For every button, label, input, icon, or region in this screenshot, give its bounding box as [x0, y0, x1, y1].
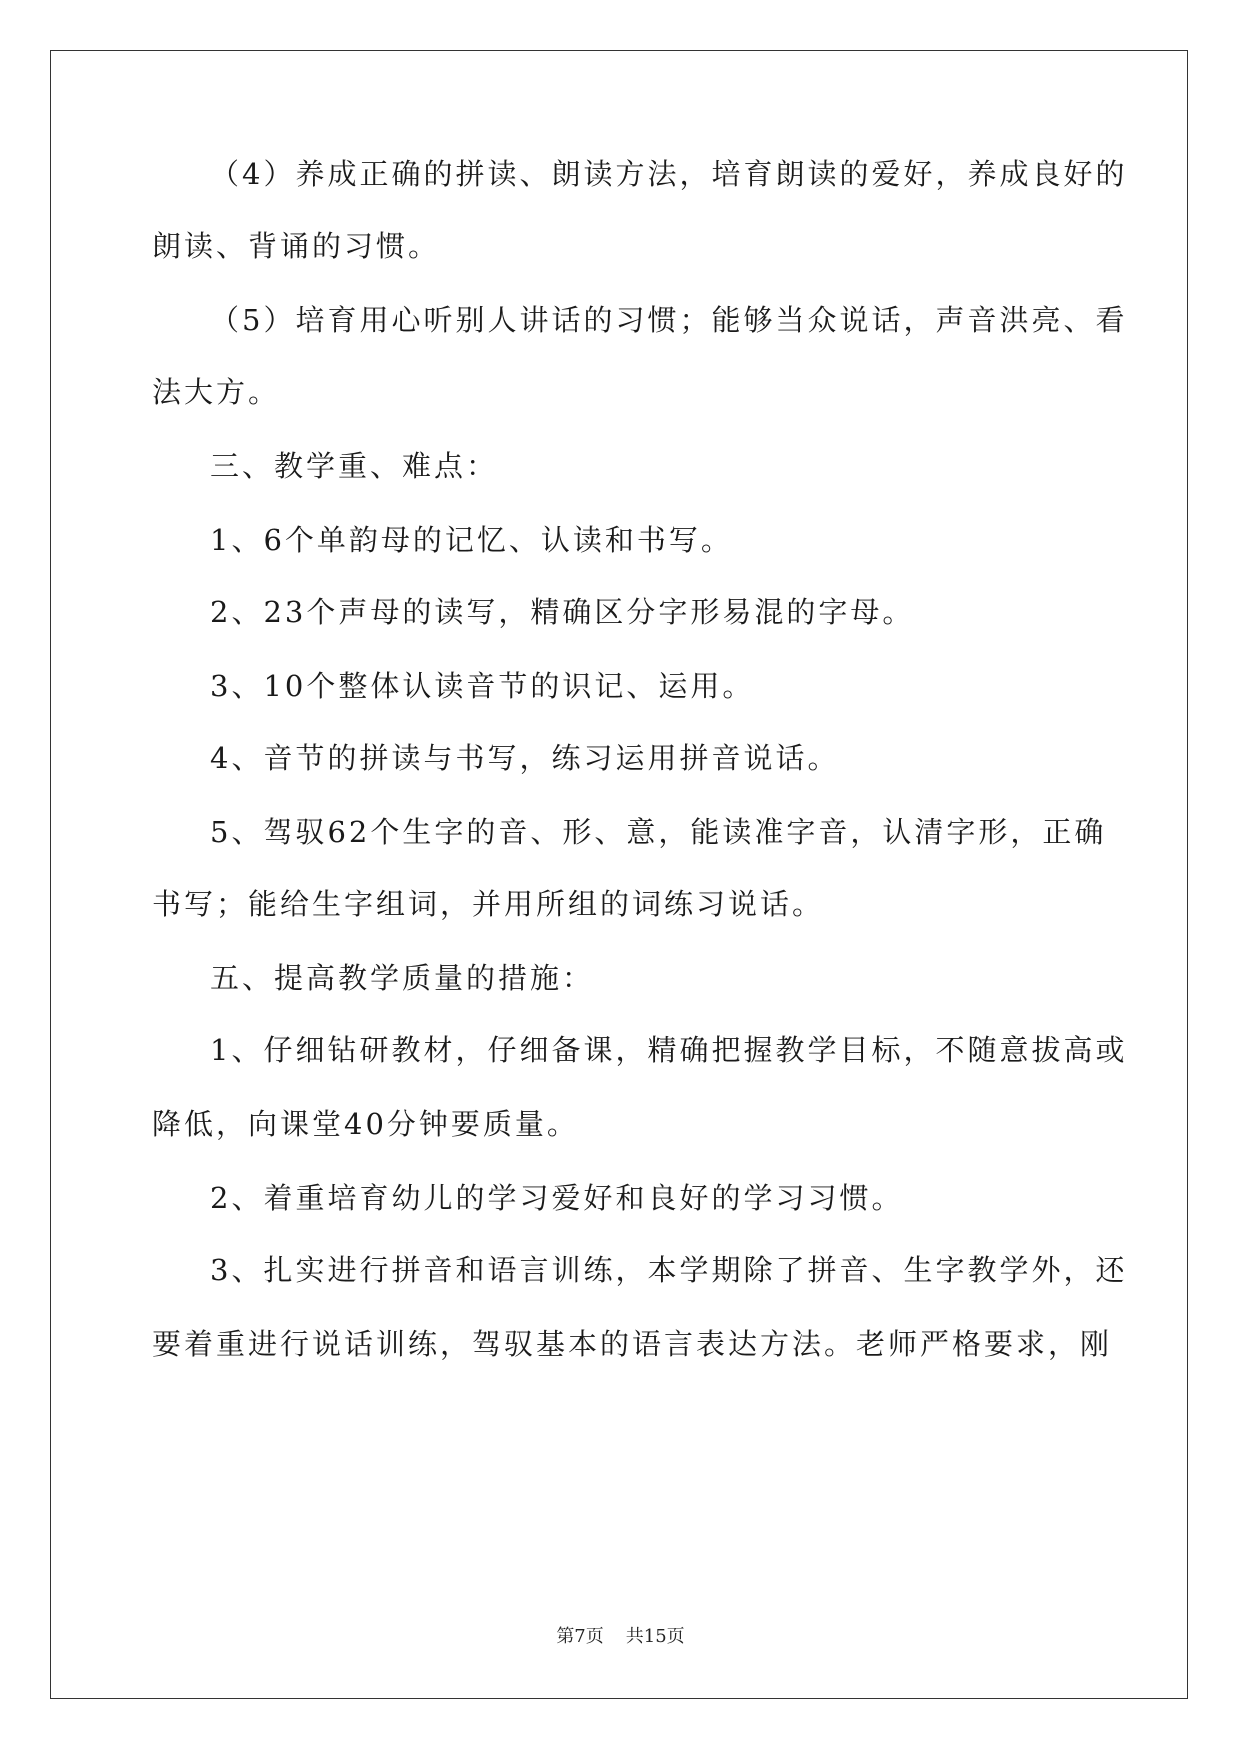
list-item: 2、23个声母的读写，精确区分字形易混的字母。	[210, 595, 915, 629]
page-footer	[0, 1622, 1241, 1648]
paragraph-line: 朗读、背诵的习惯。	[152, 229, 441, 263]
list-item: 5、驾驭62个生字的音、形、意，能读准字音，认清字形，正确	[210, 815, 1107, 849]
paragraph-line: （4）养成正确的拼读、朗读方法，培育朗读的爱好，养成良好的	[210, 157, 1128, 191]
list-item-continuation: 要着重进行说话训练，驾驭基本的语言表达方法。老师严格要求，刚	[152, 1327, 1113, 1361]
list-item: 4、音节的拼读与书写，练习运用拼音说话。	[210, 741, 840, 775]
section-heading: 三、教学重、难点：	[210, 449, 499, 483]
page-border	[50, 50, 1188, 1699]
paragraph-line: 法大方。	[152, 375, 281, 409]
list-item: 2、着重培育幼儿的学习爱好和良好的学习习惯。	[210, 1181, 904, 1215]
list-item: 1、6个单韵母的记忆、认读和书写。	[210, 523, 733, 557]
paragraph-line: （5）培育用心听别人讲话的习惯；能够当众说话，声音洪亮、看	[210, 303, 1128, 337]
list-item: 1、仔细钻研教材，仔细备课，精确把握教学目标，不随意拔高或	[210, 1033, 1128, 1067]
list-item-continuation: 书写；能给生字组词，并用所组的词练习说话。	[152, 887, 825, 921]
list-item: 3、扎实进行拼音和语言训练，本学期除了拼音、生字教学外，还	[210, 1253, 1128, 1287]
list-item-continuation: 降低，向课堂40分钟要质量。	[152, 1107, 579, 1141]
page-total: 共15页	[625, 1626, 685, 1647]
section-heading: 五、提高教学质量的措施：	[210, 961, 595, 995]
page-number: 第7页	[556, 1626, 604, 1647]
list-item: 3、10个整体认读音节的识记、运用。	[210, 669, 755, 703]
